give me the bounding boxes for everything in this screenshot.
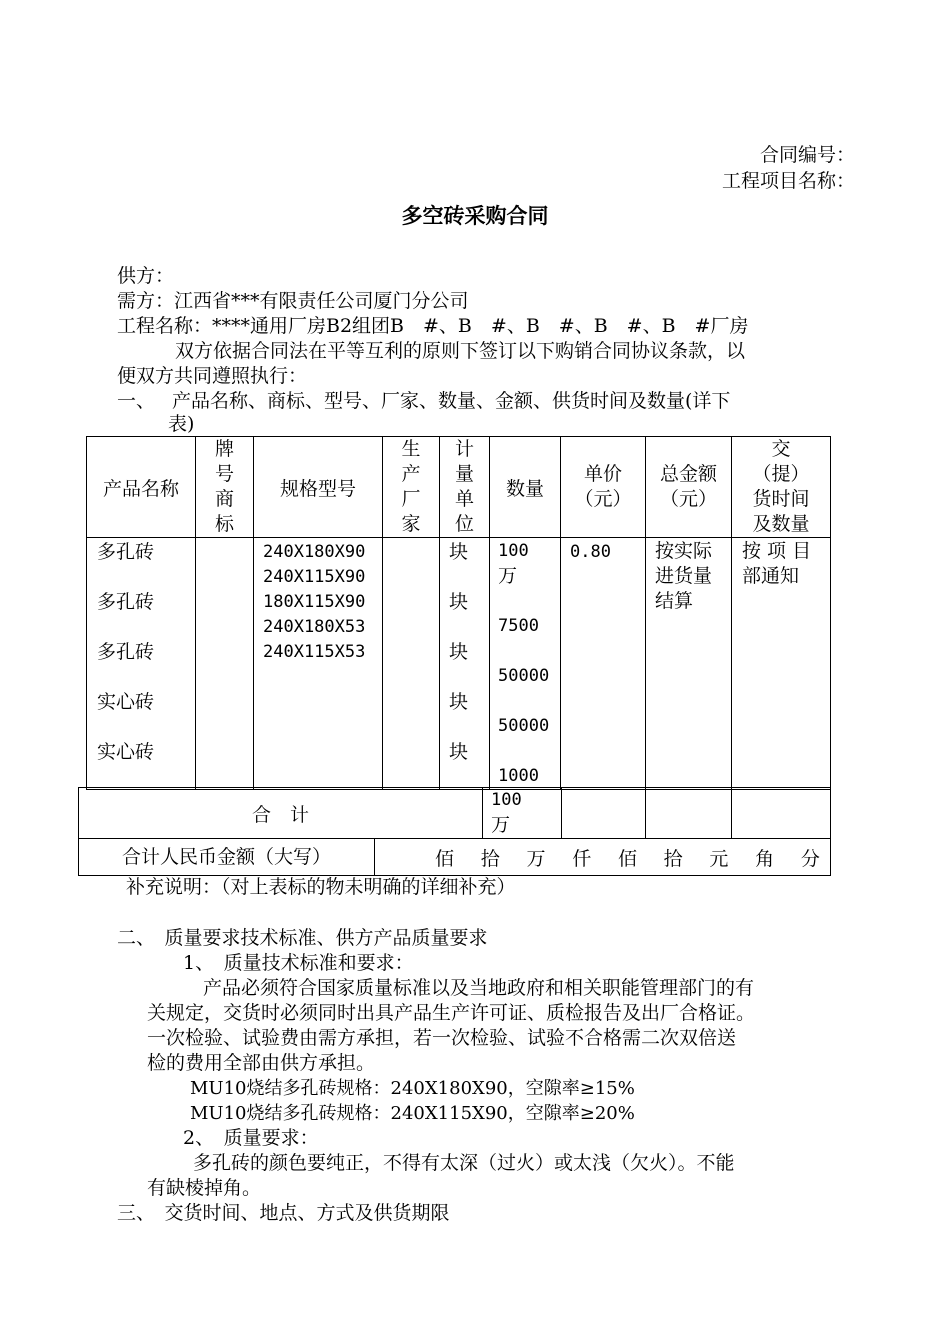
header-quantity: 数量	[490, 437, 561, 538]
project-name-label: 工程项目名称：	[721, 170, 855, 192]
delivery-cell: 按 项 目 部通知	[732, 538, 831, 790]
section2-p2-line2: 有缺棱掉角。	[147, 1177, 262, 1199]
unit-value: 块	[449, 641, 469, 663]
project-line: 工程名称：****通用厂房B2组团B #、B #、B #、B #、B #厂房	[117, 315, 749, 337]
section2-p1-line1: 产品必须符合国家质量标准以及当地政府和相关职能管理部门的有	[203, 977, 755, 999]
section2-p1-line4: 检的费用全部由供方承担。	[147, 1052, 376, 1074]
rmb-label: 合计人民币金额（大写）	[79, 839, 375, 875]
header-unit: 计 量 单 位	[440, 437, 490, 538]
supplier-line: 供方：	[117, 265, 175, 287]
product-name: 多孔砖	[97, 591, 155, 613]
section2-sub2: 2、 质量要求：	[183, 1127, 319, 1149]
sum-label: 合 计	[79, 788, 483, 839]
spec-value: 240X115X90	[263, 567, 366, 587]
sum-total-cell	[646, 788, 732, 839]
header-brand: 牌 号 商 标	[196, 437, 254, 538]
header-product-name: 产品名称	[87, 437, 196, 538]
spec-value: 240X180X53	[263, 617, 366, 637]
sum-delivery-cell	[732, 788, 831, 839]
sum-price-cell	[562, 788, 646, 839]
product-name: 实心砖	[97, 741, 155, 763]
intro-line-2: 便双方共同遵照执行：	[117, 365, 308, 387]
sum-quantity: 100 万	[483, 788, 562, 839]
document-title: 多空砖采购合同	[401, 204, 549, 228]
product-name: 多孔砖	[97, 641, 155, 663]
table-header-row	[87, 437, 831, 538]
section3-title: 三、 交货时间、地点、方式及供货期限	[117, 1202, 450, 1224]
spec-value: 240X180X90	[263, 542, 366, 562]
section2-p1-line2: 关规定，交货时必须同时出具产品生产许可证、质检报告及出厂合格证。	[147, 1002, 756, 1024]
section1-number: 一、	[117, 390, 156, 412]
quantity-value: 1000	[498, 766, 539, 786]
quantity-value: 100	[498, 541, 529, 561]
quantity-unit: 万	[498, 565, 518, 587]
rmb-cell	[79, 839, 831, 876]
quantities-cell	[490, 538, 561, 790]
section1-title: 产品名称、商标、型号、厂家、数量、金额、供货时间及数量(详下	[172, 390, 731, 412]
specs-cell	[254, 538, 383, 790]
contract-number-label: 合同编号：	[759, 144, 855, 166]
product-table	[86, 436, 831, 790]
product-name: 多孔砖	[97, 541, 155, 563]
spec-value: 180X115X90	[263, 592, 366, 612]
maker-cell	[383, 538, 440, 790]
header-maker: 生 产 厂 家	[383, 437, 440, 538]
section2-sub1: 1、 质量技术标准和要求：	[183, 952, 414, 974]
quantity-value: 50000	[498, 666, 550, 686]
units-cell	[440, 538, 490, 790]
unit-value: 块	[449, 741, 469, 763]
unit-value: 块	[449, 691, 469, 713]
unit-price: 0.80	[570, 542, 611, 562]
buyer-line: 需方：江西省***有限责任公司厦门分公司	[117, 290, 469, 312]
spec-value: 240X115X53	[263, 642, 366, 662]
rmb-row	[79, 839, 831, 876]
section2-p2-line1: 多孔砖的颜色要纯正，不得有太深（过火）或太浅（欠火）。不能	[193, 1152, 735, 1174]
section1-title-cont: 表)	[168, 413, 195, 435]
sum-row	[79, 788, 831, 839]
unit-value: 块	[449, 541, 469, 563]
price-cell	[561, 538, 646, 790]
product-names-cell	[87, 538, 196, 790]
sum-table	[78, 787, 831, 876]
quantity-value: 7500	[498, 616, 539, 636]
section2-p1-line3: 一次检验、试验费由需方承担，若一次检验、试验不合格需二次双倍送	[147, 1027, 737, 1049]
supplement-note: 补充说明：（对上表标的物未明确的详细补充）	[126, 876, 516, 898]
header-total: 总金额 （元）	[646, 437, 732, 538]
brand-cell	[196, 538, 254, 790]
header-delivery: 交 （提） 货时间 及数量	[732, 437, 831, 538]
quantity-value: 50000	[498, 716, 550, 736]
rmb-units: 佰 拾 万 仟 佰 拾 元 角 分	[435, 847, 820, 870]
header-spec: 规格型号	[254, 437, 383, 538]
product-name: 实心砖	[97, 691, 155, 713]
header-price: 单价 （元）	[561, 437, 646, 538]
table-body-row	[87, 538, 831, 790]
spec-line-2: MU10烧结多孔砖规格：240X115X90，空隙率≥20%	[190, 1103, 635, 1124]
total-cell: 按实际 进货量 结算	[646, 538, 732, 790]
unit-value: 块	[449, 591, 469, 613]
intro-line-1: 双方依据合同法在平等互利的原则下签订以下购销合同协议条款，以	[175, 340, 746, 362]
section2-title: 二、 质量要求技术标准、供方产品质量要求	[117, 927, 488, 949]
spec-line-1: MU10烧结多孔砖规格：240X180X90，空隙率≥15%	[190, 1078, 635, 1099]
